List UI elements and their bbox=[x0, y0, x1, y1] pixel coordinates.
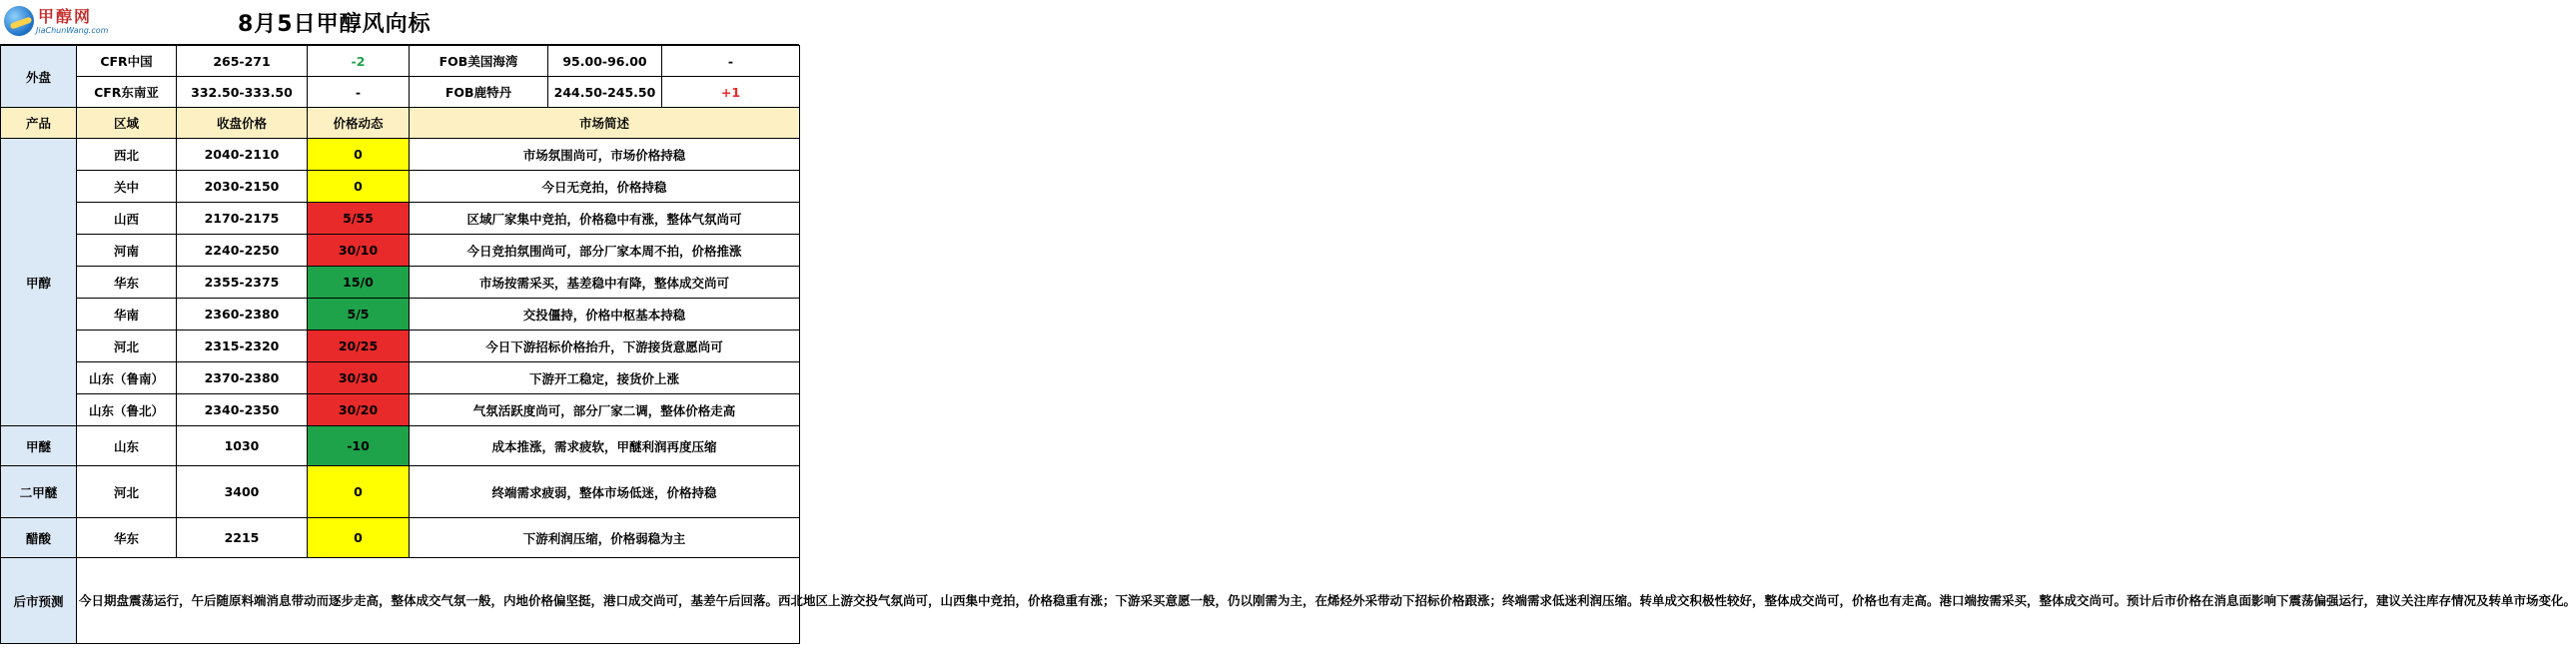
logo-name: 甲醇网 bbox=[38, 7, 93, 26]
comment-cell: 今日无竞拍，价格持稳 bbox=[410, 171, 800, 203]
external-change: - bbox=[662, 46, 800, 77]
price-cell: 2355-2375 bbox=[177, 267, 308, 299]
col-change: 价格动态 bbox=[308, 108, 410, 139]
external-change: -2 bbox=[308, 46, 410, 77]
col-comment: 市场简述 bbox=[410, 108, 800, 139]
col-product: 产品 bbox=[1, 108, 77, 139]
table-row bbox=[1, 394, 800, 426]
change-cell: 30/20 bbox=[308, 394, 410, 426]
external-price: 95.00-96.00 bbox=[548, 46, 662, 77]
price-cell: 2215 bbox=[177, 518, 308, 558]
table-row bbox=[1, 139, 800, 171]
comment-cell: 市场按需采买，基差稳中有降，整体成交尚可 bbox=[410, 267, 800, 299]
external-price: 244.50-245.50 bbox=[548, 77, 662, 108]
product-cell: 醋酸 bbox=[1, 518, 77, 558]
external-name: FOB美国海湾 bbox=[410, 46, 548, 77]
region-cell: 河北 bbox=[77, 466, 177, 518]
comment-cell: 成本推涨，需求疲软，甲醚利润再度压缩 bbox=[410, 426, 800, 466]
change-cell: 30/30 bbox=[308, 362, 410, 394]
table-row bbox=[1, 426, 800, 466]
price-cell: 2370-2380 bbox=[177, 362, 308, 394]
price-cell: 2315-2320 bbox=[177, 331, 308, 362]
external-row bbox=[1, 77, 800, 108]
region-cell: 河北 bbox=[77, 331, 177, 362]
price-cell: 2170-2175 bbox=[177, 203, 308, 235]
external-name: FOB鹿特丹 bbox=[410, 77, 548, 108]
table-row bbox=[1, 299, 800, 331]
change-cell: 20/25 bbox=[308, 331, 410, 362]
price-cell: 2340-2350 bbox=[177, 394, 308, 426]
change-cell: 15/0 bbox=[308, 267, 410, 299]
external-price: 265-271 bbox=[177, 46, 308, 77]
region-cell: 河南 bbox=[77, 235, 177, 267]
table-row bbox=[1, 267, 800, 299]
region-cell: 华东 bbox=[77, 518, 177, 558]
change-cell: 5/5 bbox=[308, 299, 410, 331]
region-cell: 华东 bbox=[77, 267, 177, 299]
price-cell: 1030 bbox=[177, 426, 308, 466]
region-cell: 山东 bbox=[77, 426, 177, 466]
external-change: +1 bbox=[662, 77, 800, 108]
price-cell: 2240-2250 bbox=[177, 235, 308, 267]
comment-cell: 交投僵持，价格中枢基本持稳 bbox=[410, 299, 800, 331]
region-cell: 华南 bbox=[77, 299, 177, 331]
table-row bbox=[1, 235, 800, 267]
page-title: 8月5日甲醇风向标 bbox=[238, 12, 431, 37]
change-cell: -10 bbox=[308, 426, 410, 466]
region-cell: 山东（鲁南） bbox=[77, 362, 177, 394]
product-cell: 二甲醚 bbox=[1, 466, 77, 518]
column-header-row bbox=[1, 108, 800, 139]
comment-cell: 今日竞拍氛围尚可，部分厂家本周不拍，价格推涨 bbox=[410, 235, 800, 267]
region-cell: 山东（鲁北） bbox=[77, 394, 177, 426]
external-name: CFR中国 bbox=[77, 46, 177, 77]
table-row bbox=[1, 203, 800, 235]
table-row bbox=[1, 171, 800, 203]
external-price: 332.50-333.50 bbox=[177, 77, 308, 108]
comment-cell: 气氛活跃度尚可，部分厂家二调，整体价格走高 bbox=[410, 394, 800, 426]
globe-icon bbox=[4, 6, 34, 36]
page-header bbox=[0, 0, 799, 45]
price-cell: 2040-2110 bbox=[177, 139, 308, 171]
market-table bbox=[0, 45, 2576, 644]
external-label: 外盘 bbox=[1, 46, 77, 108]
region-cell: 西北 bbox=[77, 139, 177, 171]
region-cell: 关中 bbox=[77, 171, 177, 203]
comment-cell: 终端需求疲弱，整体市场低迷，价格持稳 bbox=[410, 466, 800, 518]
comment-cell: 今日下游招标价格抬升，下游接货意愿尚可 bbox=[410, 331, 800, 362]
change-cell: 0 bbox=[308, 518, 410, 558]
product-cell: 甲醚 bbox=[1, 426, 77, 466]
region-cell: 山西 bbox=[77, 203, 177, 235]
change-cell: 0 bbox=[308, 466, 410, 518]
table-row bbox=[1, 466, 800, 518]
external-name: CFR东南亚 bbox=[77, 77, 177, 108]
change-cell: 30/10 bbox=[308, 235, 410, 267]
forecast-text: 今日期盘震荡运行，午后随原料端消息带动而逐步走高，整体成交气氛一般，内地价格偏坚挺，港口成交尚可，基差午后回落。西北地区上游交投气氛尚可，山西集中竞拍，价格稳重有涨；下游采买意愿一般，仍以刚需为主，在烯烃外采带动下招标价格跟涨；终端需求低迷利润压缩。转单成交积极性较好，整体成交尚可，价格也有走高。港口端按需采买，整体成交尚可。预计后市价格在消息面影响下震荡偏强运行，建议关注库存情况及转单市场变化。 bbox=[77, 558, 800, 644]
site-logo[interactable] bbox=[4, 4, 109, 42]
table-row bbox=[1, 362, 800, 394]
price-cell: 3400 bbox=[177, 466, 308, 518]
price-cell: 2030-2150 bbox=[177, 171, 308, 203]
change-cell: 0 bbox=[308, 139, 410, 171]
product-cell: 甲醇 bbox=[1, 139, 77, 426]
forecast-label: 后市预测 bbox=[1, 558, 77, 644]
comment-cell: 区域厂家集中竞拍，价格稳中有涨，整体气氛尚可 bbox=[410, 203, 800, 235]
table-row bbox=[1, 518, 800, 558]
table-row bbox=[1, 331, 800, 362]
comment-cell: 市场氛围尚可，市场价格持稳 bbox=[410, 139, 800, 171]
forecast-row bbox=[1, 558, 800, 644]
comment-cell: 下游开工稳定，接货价上涨 bbox=[410, 362, 800, 394]
change-cell: 5/55 bbox=[308, 203, 410, 235]
external-row bbox=[1, 46, 800, 77]
change-cell: 0 bbox=[308, 171, 410, 203]
external-change: - bbox=[308, 77, 410, 108]
logo-url: JiaChunWang.com bbox=[36, 26, 109, 35]
col-region: 区域 bbox=[77, 108, 177, 139]
price-cell: 2360-2380 bbox=[177, 299, 308, 331]
comment-cell: 下游利润压缩，价格弱稳为主 bbox=[410, 518, 800, 558]
col-price: 收盘价格 bbox=[177, 108, 308, 139]
